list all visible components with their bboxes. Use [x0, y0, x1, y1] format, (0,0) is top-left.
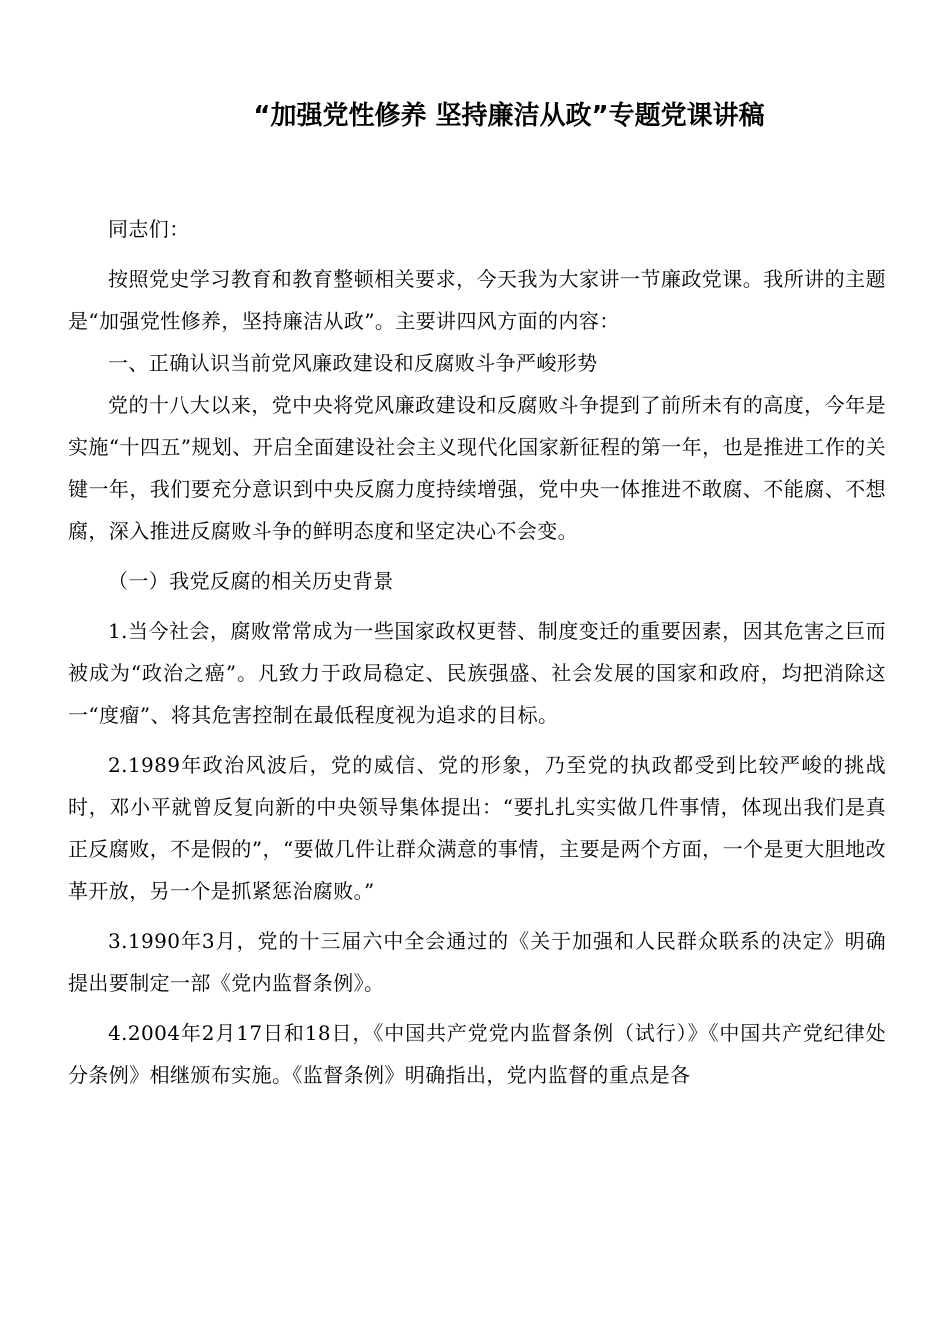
document-title: “加强党性修养 坚持廉洁从政”专题党课讲稿	[253, 101, 765, 131]
paragraph-greeting: 同志们：	[108, 217, 190, 241]
paragraph-section-1: 党的十八大以来，党中央将党风廉政建设和反腐败斗争提到了前所未有的高度，今年是实施“十四五”规划、开启全面建设社会主义现代化国家新征程的第一年，也是推进工作的关键一年，我们要充分意识到中央反腐力度持续增强，党中央一体推进不敢腐、不能腐、不想腐，深入推进反腐败斗争的鲜明态度和坚定决心不会变。	[68, 393, 886, 543]
paragraph-point-3: 3.1990年3月，党的十三届六中全会通过的《关于加强和人民群众联系的决定》明确提出要制定一部《党内监督条例》。	[68, 929, 886, 995]
paragraph-intro: 按照党史学习教育和教育整顿相关要求，今天我为大家讲一节廉政党课。我所讲的主题是“加强党性修养，坚持廉洁从政”。主要讲四风方面的内容：	[68, 267, 886, 333]
subsection-heading-1: （一）我党反腐的相关历史背景	[108, 569, 394, 593]
document-body	[68, 208, 886, 1104]
paragraph-point-2: 2.1989年政治风波后，党的威信、党的形象，乃至党的执政都受到比较严峻的挑战时，邓小平就曾反复向新的中央领导集体提出：“要扎扎实实做几件事情，体现出我们是真正反腐败，不是假的”，“要做几件让群众满意的事情，主要是两个方面，一个是更大胆地改革开放，另一个是抓紧惩治腐败。”	[68, 753, 886, 903]
paragraph-point-4: 4.2004年2月17日和18日，《中国共产党党内监督条例（试行）》《中国共产党纪律处分条例》相继颁布实施。《监督条例》明确指出，党内监督的重点是各	[68, 1021, 886, 1087]
paragraph-point-1: 1.当今社会，腐败常常成为一些国家政权更替、制度变迁的重要因素，因其危害之巨而被成为“政治之癌”。凡致力于政局稳定、民族强盛、社会发展的国家和政府，均把消除这一“度瘤”、将其危害控制在最低程度视为追求的目标。	[68, 619, 886, 727]
section-heading-1: 一、正确认识当前党风廉政建设和反腐败斗争严峻形势	[108, 351, 598, 375]
